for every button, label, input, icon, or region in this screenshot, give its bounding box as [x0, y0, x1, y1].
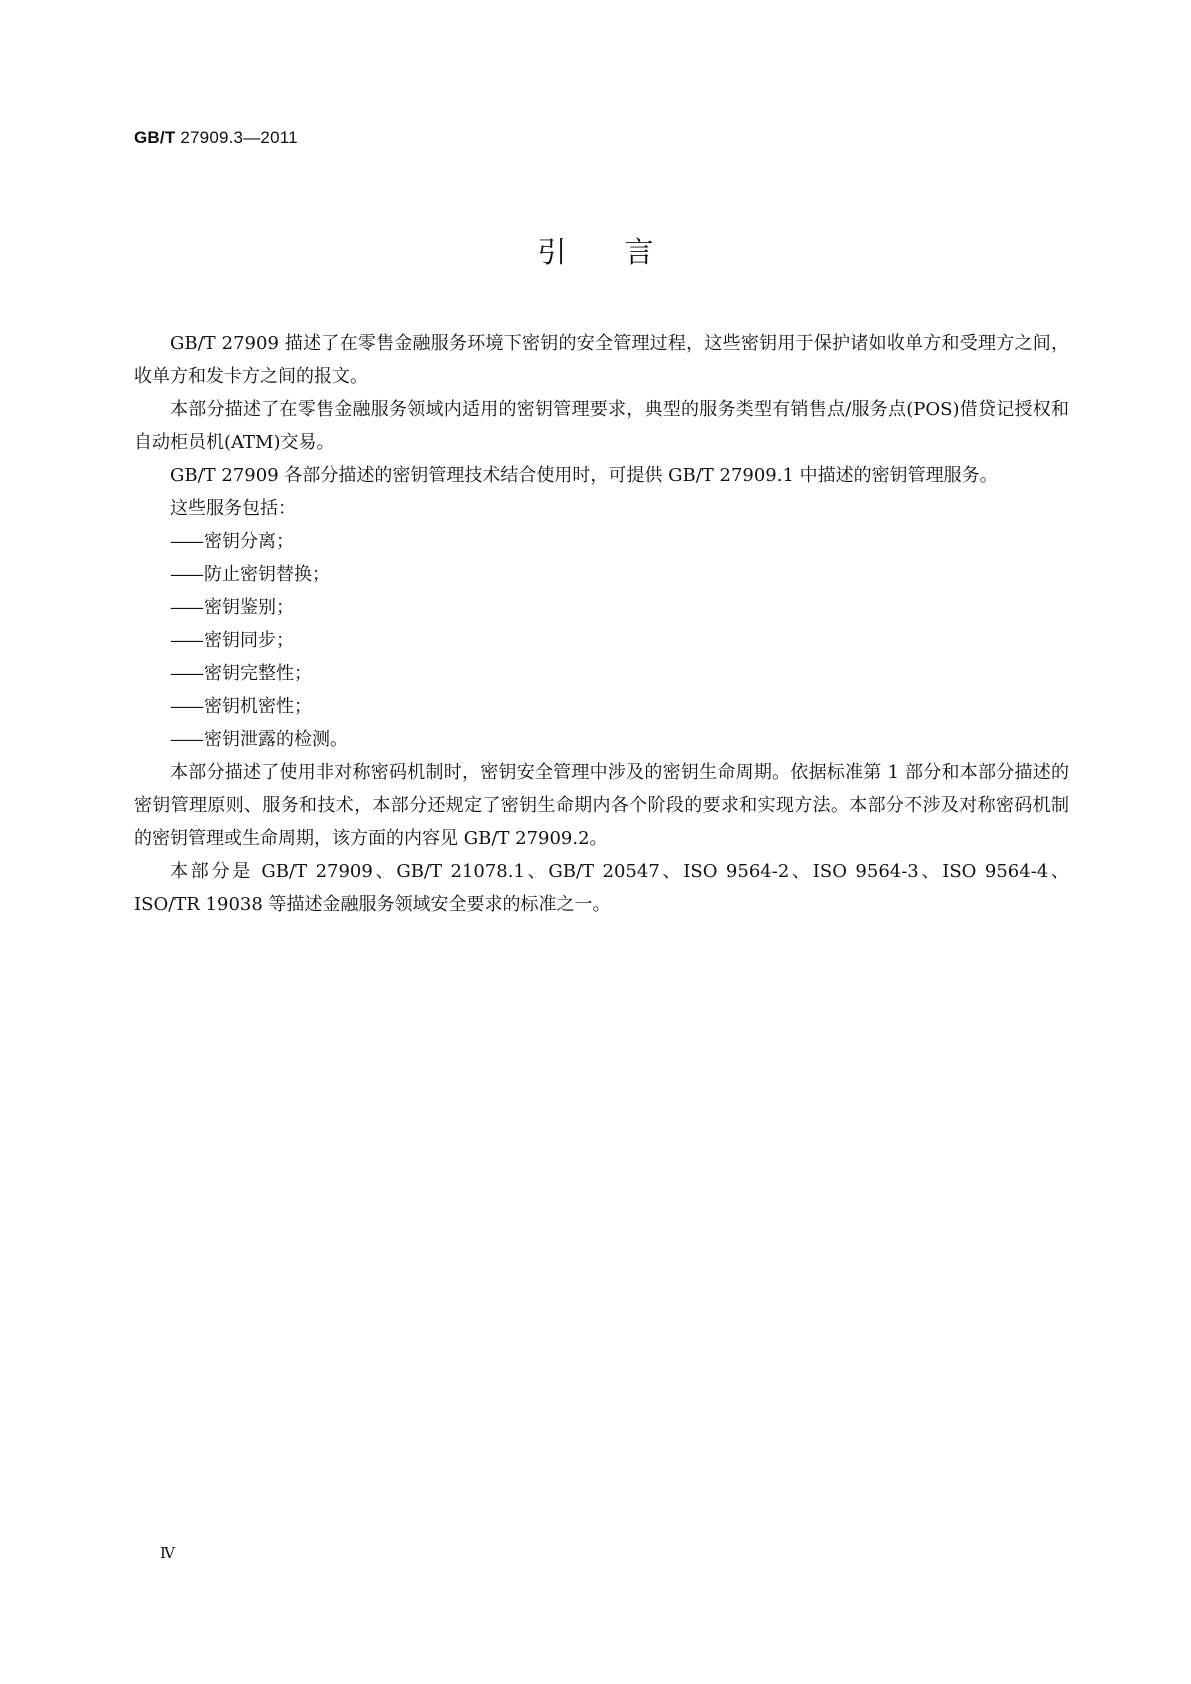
list-item — [134, 591, 1069, 624]
list-item-text: 密钥机密性； — [204, 696, 312, 717]
list-dash: —— — [170, 696, 202, 717]
list-dash: —— — [170, 597, 202, 618]
list-dash: —— — [170, 729, 202, 750]
standard-code — [134, 128, 298, 148]
paragraph-3: GB/T 27909 各部分描述的密钥管理技术结合使用时，可提供 GB/T 27909.1 中描述的密钥管理服务。 — [170, 465, 998, 486]
list-item-text: 密钥同步； — [204, 630, 294, 651]
standard-code-prefix: GB/T — [134, 128, 176, 147]
paragraph-1: GB/T 27909 描述了在零售金融服务环境下密钥的安全管理过程，这些密钥用于保护诸如收单方和受理方之间，收单方和发卡方之间的报文。 — [134, 333, 1069, 387]
list-item-text: 密钥泄露的检测。 — [204, 729, 348, 750]
list-item-text: 密钥分离； — [204, 531, 294, 552]
list-item — [134, 723, 1069, 756]
services-list — [134, 525, 1069, 756]
list-item — [134, 525, 1069, 558]
paragraph-5: 本部分是 GB/T 27909、GB/T 21078.1、GB/T 20547、ISO 9564-2、ISO 9564-3、ISO 9564-4、ISO/TR 19038 等描述金融服务领域安全要求的标准之一。 — [134, 861, 1069, 915]
list-item — [134, 558, 1069, 591]
list-item-text: 密钥完整性； — [204, 663, 312, 684]
list-item — [134, 657, 1069, 690]
list-dash: —— — [170, 531, 202, 552]
list-dash: —— — [170, 564, 202, 585]
list-item-text: 防止密钥替换； — [204, 564, 330, 585]
paragraph-2: 本部分描述了在零售金融服务领域内适用的密钥管理要求，典型的服务类型有销售点/服务点(POS)借贷记授权和自动柜员机(ATM)交易。 — [134, 399, 1069, 453]
list-dash: —— — [170, 630, 202, 651]
list-dash: —— — [170, 663, 202, 684]
list-item-text: 密钥鉴别； — [204, 597, 294, 618]
standard-code-number: 27909.3—2011 — [180, 128, 298, 147]
page-number: Ⅳ — [160, 1544, 175, 1562]
services-intro: 这些服务包括： — [170, 498, 296, 519]
page-title: 引言 — [537, 235, 712, 269]
list-item — [134, 690, 1069, 723]
introduction-body — [134, 327, 1069, 921]
list-item — [134, 624, 1069, 657]
paragraph-4: 本部分描述了使用非对称密码机制时，密钥安全管理中涉及的密钥生命周期。依据标准第 1 部分和本部分描述的密钥管理原则、服务和技术，本部分还规定了密钥生命期内各个阶段的要求和实现方法。本部分不涉及对称密码机制的密钥管理或生命周期，该方面的内容见 GB/T 27909.2。 — [134, 762, 1069, 849]
